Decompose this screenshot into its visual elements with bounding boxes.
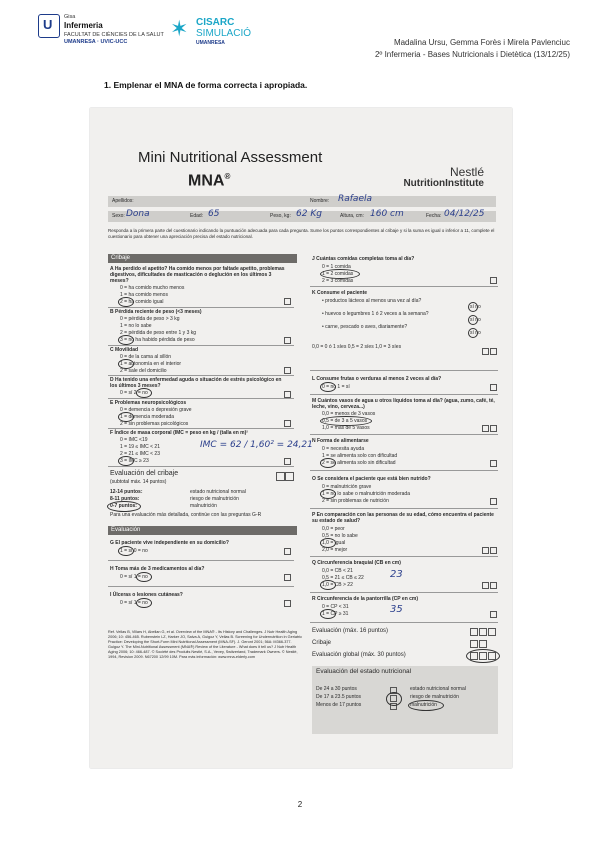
divider — [108, 428, 294, 429]
mark-n — [320, 458, 336, 468]
estado-title: Evaluación del estado nutricional — [316, 668, 412, 675]
q-m-0: 0,0 = menos de 3 vasos — [322, 411, 376, 417]
mark-g — [118, 546, 134, 556]
q-q: Q Circunferencia braquial (CB en cm) — [312, 560, 401, 566]
score-box-q-1 — [482, 582, 489, 589]
mark-i — [136, 598, 152, 608]
mark-d — [136, 388, 152, 398]
estado-3: Menos de 17 puntos — [316, 702, 362, 708]
mark-eval-global — [466, 649, 500, 663]
q-a-0: 0 = ha comido mucho menos — [120, 285, 185, 291]
eval-box-2b — [479, 640, 487, 648]
q-l-0: 0 = no 1 = sí — [322, 384, 350, 390]
q-p-3: 2,0 = mejor — [322, 547, 348, 553]
q-n-2: 2 = se alimenta solo sin dificultad — [322, 460, 396, 466]
score-box-j — [490, 277, 497, 284]
cribaje-eval-title: Evaluación del cribaje — [110, 470, 179, 477]
q-i-0: 0 = sí 1 = no — [120, 600, 148, 606]
score-box-l — [490, 384, 497, 391]
eval-max16: Evaluación (máx. 16 puntos) — [312, 628, 389, 634]
q-p-2: 1,0 = igual — [322, 540, 346, 546]
q-l: L Consume frutas o verduras al menos 2 veces al día? — [312, 376, 442, 382]
header-faculty-2: UMANRESA · UVIC-UCC — [64, 39, 128, 45]
q-c-1: 1 = autonomía en el interior — [120, 361, 182, 367]
q-n-0: 0 = necesita ayuda — [322, 446, 365, 452]
score-box-c — [284, 367, 291, 374]
mark-p — [320, 538, 336, 548]
label-sexo: Sexo: — [112, 213, 125, 219]
q-n-1: 1 = se alimenta solo con dificultad — [322, 453, 398, 459]
q-m-1: 0,5 = de 3 a 5 vasos — [322, 418, 368, 424]
q-measurement: 23 — [390, 569, 403, 580]
q-f-3: 3 = IMC ≥ 23 — [120, 458, 149, 464]
header-infermeria: Infermeria — [64, 21, 103, 30]
q-b-2: 2 = pérdida de peso entre 1 y 3 kg — [120, 330, 197, 336]
cribaje-total-box-2 — [285, 472, 294, 481]
label-fecha: Fecha: — [426, 213, 442, 219]
authors: Madalina Ursu, Gemma Forès i Mirela Pavlenciuc — [393, 38, 570, 47]
mark-l — [320, 382, 336, 392]
score-box-n — [490, 460, 497, 467]
q-q-0: 0,0 = CB < 21 — [322, 568, 353, 574]
instructions: Responda a la primera parte del cuestionario indicando la puntuación adecuada para cada pregunta. Sume los puntos correspondientes al cribaje y si la suma es igual o inferior a 11, complete el cuestionario para obtener una apreciación precisa del estado nutricional. — [108, 228, 495, 239]
q-c-0: 0 = de la cama al sillón — [120, 354, 172, 360]
header-faculty: FACULTAT DE CIÈNCIES DE LA SALUT — [64, 32, 164, 38]
q-h: H Toma más de 3 medicamentos al día? — [110, 566, 205, 572]
q-j-1: 1 = 2 comidas — [322, 271, 354, 277]
q-q-1: 0,5 = 21 ≤ CB ≤ 22 — [322, 575, 364, 581]
divider — [108, 375, 294, 376]
q-k: K Consume el paciente — [312, 290, 368, 296]
mark-f — [118, 456, 134, 466]
q-o-1: 1 = no lo sabe o malnutrición moderada — [322, 491, 410, 497]
estado-3-value: malnutrición — [410, 702, 437, 708]
k1-sino: sí no — [470, 304, 481, 310]
value-peso: 62 Kg — [296, 209, 322, 219]
score-box-e — [284, 420, 291, 427]
q-r-0: 0 = CP < 31 — [322, 604, 349, 610]
q-b: B Pérdida reciente de peso (<3 meses) — [110, 309, 202, 315]
q-d-0: 0 = sí 2 = no — [120, 390, 148, 396]
divider — [310, 286, 498, 287]
page-number: 2 — [297, 800, 303, 809]
score-box-a — [284, 298, 291, 305]
cisarc-star-icon: ✶ — [170, 16, 189, 41]
range-1-value: estado nutricional normal — [190, 489, 246, 495]
score-box-f — [284, 458, 291, 465]
mark-k1 — [468, 302, 478, 312]
q-h-0: 0 = sí 1 = no — [120, 574, 148, 580]
course-info: 2º Infermeria - Bases Nutricionals i Dietètica (13/12/25) — [374, 50, 570, 59]
mark-h — [136, 572, 152, 582]
score-box-q-2 — [490, 582, 497, 589]
imc-calculation: IMC = 62 / 1,60² = 24,21 — [200, 440, 313, 450]
mna-form-scan — [90, 108, 512, 768]
q-k-2: • huevos o legumbres 1 ó 2 veces a la semana? — [322, 311, 429, 317]
score-box-p-1 — [482, 547, 489, 554]
mark-k3 — [468, 328, 478, 338]
q-o-0: 0 = malnutrición grave — [322, 484, 372, 490]
q-a: A Ha perdido el apetito? Ha comido menos por faltade apetito, problemas digestivos, dificultades de masticación o deglución en los últimos 3 meses? — [110, 266, 285, 284]
q-j-2: 2 = 3 comidas — [322, 278, 354, 284]
q-e: E Problemas neuropsicológicos — [110, 400, 187, 406]
mark-estado-label — [408, 700, 444, 711]
cisarc-manresa: UMANRESA — [196, 40, 225, 46]
q-a-1: 1 = ha comido menos — [120, 292, 168, 298]
mark-m — [320, 416, 372, 426]
score-box-p-2 — [490, 547, 497, 554]
score-box-m-1 — [482, 425, 489, 432]
divider — [108, 586, 294, 587]
q-a-2: 2 = ha comido igual — [120, 299, 164, 305]
more-detail-note: Para una evaluación más detallada, continúe con las preguntas G-R — [110, 512, 262, 518]
references: Ref. Vellas B, Villars H, Abellan G, et al. Overview of the MNA® - Its History and Challenges. J Nutr Health Aging 2006; 10: 456-465. Rubenstein LZ, Harker JO, Salva A, Guigoz Y, Vellas B. Screening for Undernutrition in Geriatric Practice: Developing the Short-Form Mini Nutritional Assessment (MNA-SF). J. Geront 2001; 56A: M366-377. Guigoz Y. The Mini-Nutritional Assessment (MNA®) Review of the Literature - What does it tell us? J Nutr Health Aging 2006; 10: 466-487. © Société des Produits Nestlé, S.A., Vevey, Switzerland, Trademark Owners. © Nestlé, 1994, Revision 2009. N67200 12/99 10M. Para más información: www.mna-elderly.com — [108, 630, 303, 659]
row-apellidos — [108, 196, 496, 207]
q-k-3: • carne, pescado o aves, diariamente? — [322, 324, 408, 330]
q-q-2: 1,0 = CB > 22 — [322, 582, 353, 588]
q-b-3: 3 = no ha habido pérdida de peso — [120, 337, 195, 343]
k-score-legend: 0,0 = 0 ó 1 síes 0,5 = 2 síes 1,0 = 3 síes — [312, 344, 402, 350]
cribaje-total-box-1 — [276, 472, 285, 481]
eval-box-1c — [488, 628, 496, 636]
divider — [310, 622, 498, 623]
score-box-g — [284, 548, 291, 555]
divider — [108, 466, 294, 467]
divider — [310, 556, 498, 557]
mark-b — [118, 335, 134, 345]
mark-j — [320, 269, 360, 279]
value-nombre: Rafaela — [338, 194, 373, 204]
divider — [310, 434, 498, 435]
label-nombre: Nombre: — [310, 198, 330, 204]
form-mna: MNA® — [188, 172, 231, 190]
value-fecha: 04/12/25 — [444, 209, 485, 219]
q-e-2: 2 = sin problemas psicológicos — [120, 421, 189, 427]
q-p: P En comparación con las personas de su edad, cómo encuentra el paciente su estado de salud? — [312, 512, 494, 524]
eval-box-2a — [470, 640, 478, 648]
q-c-2: 2 = sale del domicilio — [120, 368, 167, 374]
value-altura: 160 cm — [370, 209, 404, 219]
eval-box-1b — [479, 628, 487, 636]
estado-1-value: estado nutricional normal — [410, 686, 466, 692]
score-box-r — [490, 611, 497, 618]
k3-sino: sí no — [470, 330, 481, 336]
q-f-2: 2 = 21 ≤ IMC < 23 — [120, 451, 160, 457]
q-p-1: 0,5 = no lo sabe — [322, 533, 358, 539]
label-peso: Peso, kg: — [270, 213, 291, 219]
range-3-value: malnutrición — [190, 503, 217, 509]
q-e-0: 0 = demencia o depresión grave — [120, 407, 192, 413]
score-box-k-2 — [490, 348, 497, 355]
q-d: D Ha tenido una enfermedad aguda o situación de estrés psicológico en los últimos 3 meses? — [110, 377, 282, 389]
divider — [108, 398, 294, 399]
uvic-logo: U — [38, 14, 60, 38]
mark-k2 — [468, 315, 478, 325]
q-j-0: 0 = 1 comida — [322, 264, 351, 270]
label-edad: Edad: — [190, 213, 204, 219]
q-g-0: 1 = sí 0 = no — [120, 548, 148, 554]
range-2-value: riesgo de malnutrición — [190, 496, 239, 502]
estado-1: De 24 a 30 puntos — [316, 686, 357, 692]
score-box-i — [284, 600, 291, 607]
q-m: M Cuántos vasos de agua u otros líquidos toma al día? (agua, zumo, café, té, leche, vino, cerveza...) — [312, 398, 495, 410]
eval-global: Evaluación global (máx. 30 puntos) — [312, 652, 406, 658]
value-edad: 65 — [208, 209, 220, 219]
mark-estado — [386, 692, 402, 706]
range-1: 12-14 puntos: — [110, 489, 143, 495]
q-f-1: 1 = 19 ≤ IMC < 21 — [120, 444, 160, 450]
value-sexo: Dona — [126, 209, 150, 219]
score-box-d — [284, 391, 291, 398]
q-c: C Movilidad — [110, 347, 139, 353]
q-r: R Circunferencia de la pantorrilla (CP en cm) — [312, 596, 419, 602]
divider — [310, 508, 498, 509]
section-evaluacion: Evaluación — [108, 526, 297, 535]
score-box-o — [490, 498, 497, 505]
divider — [310, 370, 498, 371]
mark-range — [107, 501, 141, 512]
section-cribaje: Cribaje — [108, 254, 297, 263]
q-g: G El paciente vive independiente en su domicilio? — [110, 540, 229, 546]
form-title: Mini Nutritional Assessment — [138, 149, 323, 166]
mark-e — [118, 412, 134, 422]
eval-cribaje: Cribaje — [312, 640, 332, 646]
mark-a — [118, 297, 134, 307]
q-f: F Índice de masa corporal (IMC = peso en kg / (talla en m)² — [110, 430, 248, 436]
score-box-h — [284, 574, 291, 581]
q-k-1: • productos lácteos al menos una vez al día? — [322, 298, 422, 304]
divider — [310, 470, 498, 471]
nestle-logo: Nestlé NutritionInstitute — [403, 165, 484, 189]
k2-sino: sí no — [470, 317, 481, 323]
q-j: J Cuántas comidas completas toma al día? — [312, 256, 415, 262]
cisarc-logo-text: CISARC — [196, 17, 235, 28]
divider — [108, 560, 294, 561]
divider — [310, 592, 498, 593]
cribaje-eval-sub: (subtotal máx. 14 puntos) — [110, 479, 167, 485]
divider — [108, 345, 294, 346]
cisarc-simulacio: SIMULACIÓ — [196, 28, 252, 39]
q-n: N Forma de alimentarse — [312, 438, 369, 444]
q-b-0: 0 = pérdida de peso > 3 kg — [120, 316, 180, 322]
estado-2-value: riesgo de malnutrición — [410, 694, 459, 700]
score-box-m-2 — [490, 425, 497, 432]
r-measurement: 35 — [390, 604, 403, 615]
q-i: I Úlceras o lesiones cutáneas? — [110, 592, 183, 598]
estado-nutricional-box — [312, 666, 498, 734]
divider — [108, 307, 294, 308]
divider — [310, 394, 498, 395]
mark-o — [320, 489, 336, 499]
task-heading: 1. Emplenar el MNA de forma correcta i apropiada. — [104, 80, 308, 90]
q-m-2: 1,0 = más de 5 vasos — [322, 425, 370, 431]
q-o: O Se considera el paciente que está bien nutrido? — [312, 476, 431, 482]
q-r-1: 1 = CP ≥ 31 — [322, 611, 349, 617]
mark-q — [320, 580, 336, 590]
mark-r — [320, 609, 336, 619]
range-2: 8-11 puntos: — [110, 496, 140, 502]
mark-c — [118, 359, 134, 369]
eval-box-1a — [470, 628, 478, 636]
label-altura: Altura, cm: — [340, 213, 364, 219]
score-box-k-1 — [482, 348, 489, 355]
q-f-0: 0 = IMC <19 — [120, 437, 148, 443]
label-apellidos: Apellidos: — [112, 198, 134, 204]
q-o-2: 2 = sin problemas de nutrición — [322, 498, 389, 504]
q-b-1: 1 = no lo sabe — [120, 323, 152, 329]
estado-2: De 17 a 23.5 puntos — [316, 694, 362, 700]
q-e-1: 1 = demencia moderada — [120, 414, 175, 420]
q-p-0: 0,0 = peor — [322, 526, 345, 532]
range-3: 0-7 puntos: — [110, 503, 137, 509]
score-box-b — [284, 337, 291, 344]
header-gisa: Gisa — [64, 14, 76, 20]
